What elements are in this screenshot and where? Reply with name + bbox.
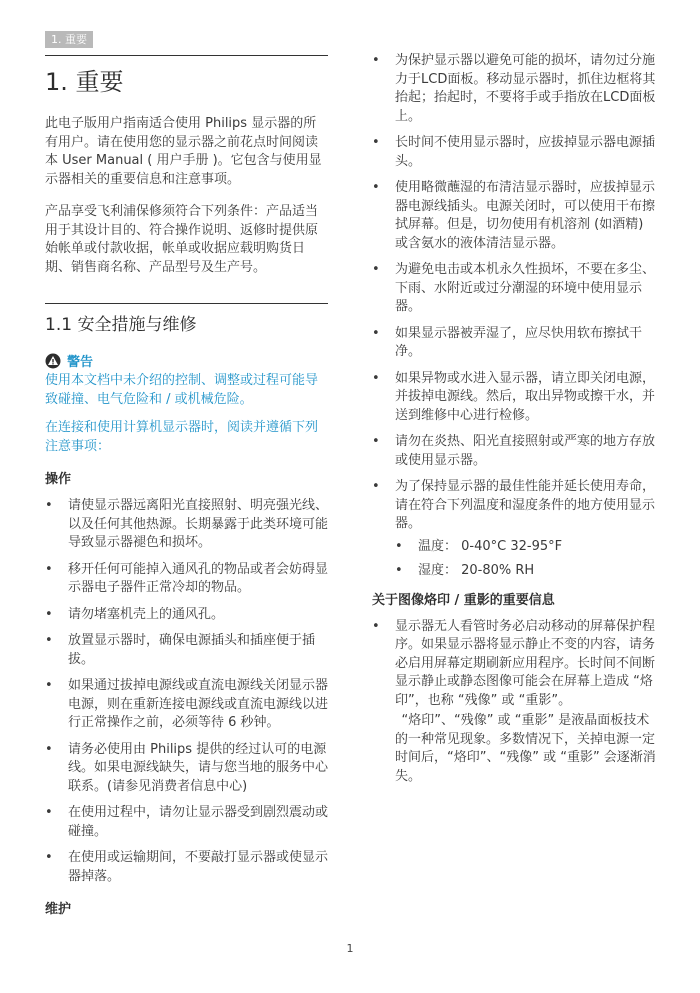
list-item: • 请勿堵塞机壳上的通风孔。 (45, 606, 328, 625)
list-item: • 请勿在炎热、阳光直接照射或严寒的地方存放或使用显示器。 (372, 433, 657, 470)
operation-heading: 操作 (45, 472, 72, 487)
list-item: • 如果显示器被弄湿了，应尽快用软布擦拭干净。 (372, 325, 657, 362)
intro-paragraph-2: 产品享受飞利浦保修须符合下列条件：产品适当用于其设计目的、符合操作说明、返修时提供原始帐单或付款收据，帐单或收据应载明购货日期、销售商名称、产品型号及生产号。 (45, 204, 319, 275)
list-item (372, 618, 657, 787)
page-title: 1. 重要 (45, 68, 124, 96)
warning-title: 警告 (67, 355, 94, 370)
list-item: • 使用略微蘸湿的布清洁显示器时，应拔掉显示器电源线插头。电源关闭时，可以使用干布擦拭屏幕。但是，切勿使用有机溶剂 (如酒精) 或含氨水的液体清洁显示器。 (372, 179, 657, 253)
left-column (45, 55, 328, 927)
list-item: • 放置显示器时，确保电源插头和插座便于插拔。 (45, 632, 328, 669)
list-item: • 在使用或运输期间，不要敲打显示器或使显示器掉落。 (45, 849, 328, 886)
right-column (372, 52, 657, 794)
humidity-condition: • 湿度： 20-80% RH (395, 562, 657, 581)
intro-paragraph-1: 此电子版用户指南适合使用 Philips 显示器的所有用户。请在使用您的显示器之前花点时间阅读本 User Manual ( 用户手册 )。它包含与使用显示器相关的重要信息和注意事项。 (45, 116, 322, 187)
subsection-rule (45, 303, 328, 304)
chapter-tag: 1. 重要 (45, 31, 93, 48)
list-item-text: 为了保持显示器的最佳性能并延长使用寿命，请在符合下列温度和湿度条件的地方使用显示器。 (395, 479, 656, 531)
list-item: • 为保护显示器以避免可能的损坏，请勿过分施力于LCD面板。移动显示器时，抓住边框将其抬起；抬起时，不要将手或手指放在LCD面板上。 (372, 52, 657, 126)
list-item: • 在使用过程中，请勿让显示器受到剧烈震动或碰撞。 (45, 804, 328, 841)
maintenance-list (372, 52, 657, 581)
operation-list (45, 497, 328, 886)
list-item: • 长时间不使用显示器时，应拔掉显示器电源插头。 (372, 134, 657, 171)
burn-in-list (372, 618, 657, 787)
list-item: • 请务必使用由 Philips 提供的经过认可的电源线。如果电源线缺失，请与您当地的服务中心联系。(请参见消费者信息中心) (45, 741, 328, 797)
burn-in-text-2: “烙印”、“残像” 或 “重影” 是液晶面板技术的一种常见现象。多数情况下，关掉电源一定时间后，“烙印”、“残像” 或 “重影” 会逐渐消失。 (395, 713, 656, 784)
subsection-title: 1.1 安全措施与维修 (45, 315, 197, 335)
burn-in-heading: 关于图像烙印 / 重影的重要信息 (372, 592, 555, 608)
list-item: • 请使显示器远离阳光直接照射、明亮强光线、以及任何其他热源。长期暴露于此类环境可能导致显示器褪色和损坏。 (45, 497, 328, 553)
list-item: • 如果异物或水进入显示器，请立即关闭电源，并拔掉电源线。然后，取出异物或擦干水，并送到维修中心进行检修。 (372, 370, 657, 426)
page-number: 1 (346, 942, 354, 955)
warning-text-2: 在连接和使用计算机显示器时，阅读并遵循下列注意事项： (45, 420, 319, 454)
warning-icon (45, 353, 61, 369)
burn-in-text: 显示器无人看管时务必启动移动的屏幕保护程序。如果显示器将显示静止不变的内容，请务必启用屏幕定期刷新应用程序。长时间不间断显示静止或静态图像可能会在屏幕上造成 “烙印”，也称 “残像” 或 “重影”。 (395, 618, 656, 708)
warning-heading (45, 351, 328, 370)
temperature-condition: • 温度： 0-40°C 32-95°F (395, 538, 657, 557)
list-item (372, 478, 657, 581)
maintenance-heading: 维护 (45, 902, 72, 917)
warning-text-1: 使用本文档中未介绍的控制、调整或过程可能导致碰撞、电气危险和 / 或机械危险。 (45, 373, 319, 407)
list-item: • 为避免电击或本机永久性损坏，不要在多尘、下雨、水附近或过分潮湿的环境中使用显示器。 (372, 261, 657, 317)
list-item: • 移开任何可能掉入通风孔的物品或者会妨碍显示器电子器件正常冷却的物品。 (45, 561, 328, 598)
list-item: • 如果通过拔掉电源线或直流电源线关闭显示器电源，则在重新连接电源线或直流电源线以进行正常操作之前，必须等待 6 秒钟。 (45, 677, 328, 733)
conditions-list (395, 538, 657, 581)
title-rule (45, 55, 328, 56)
